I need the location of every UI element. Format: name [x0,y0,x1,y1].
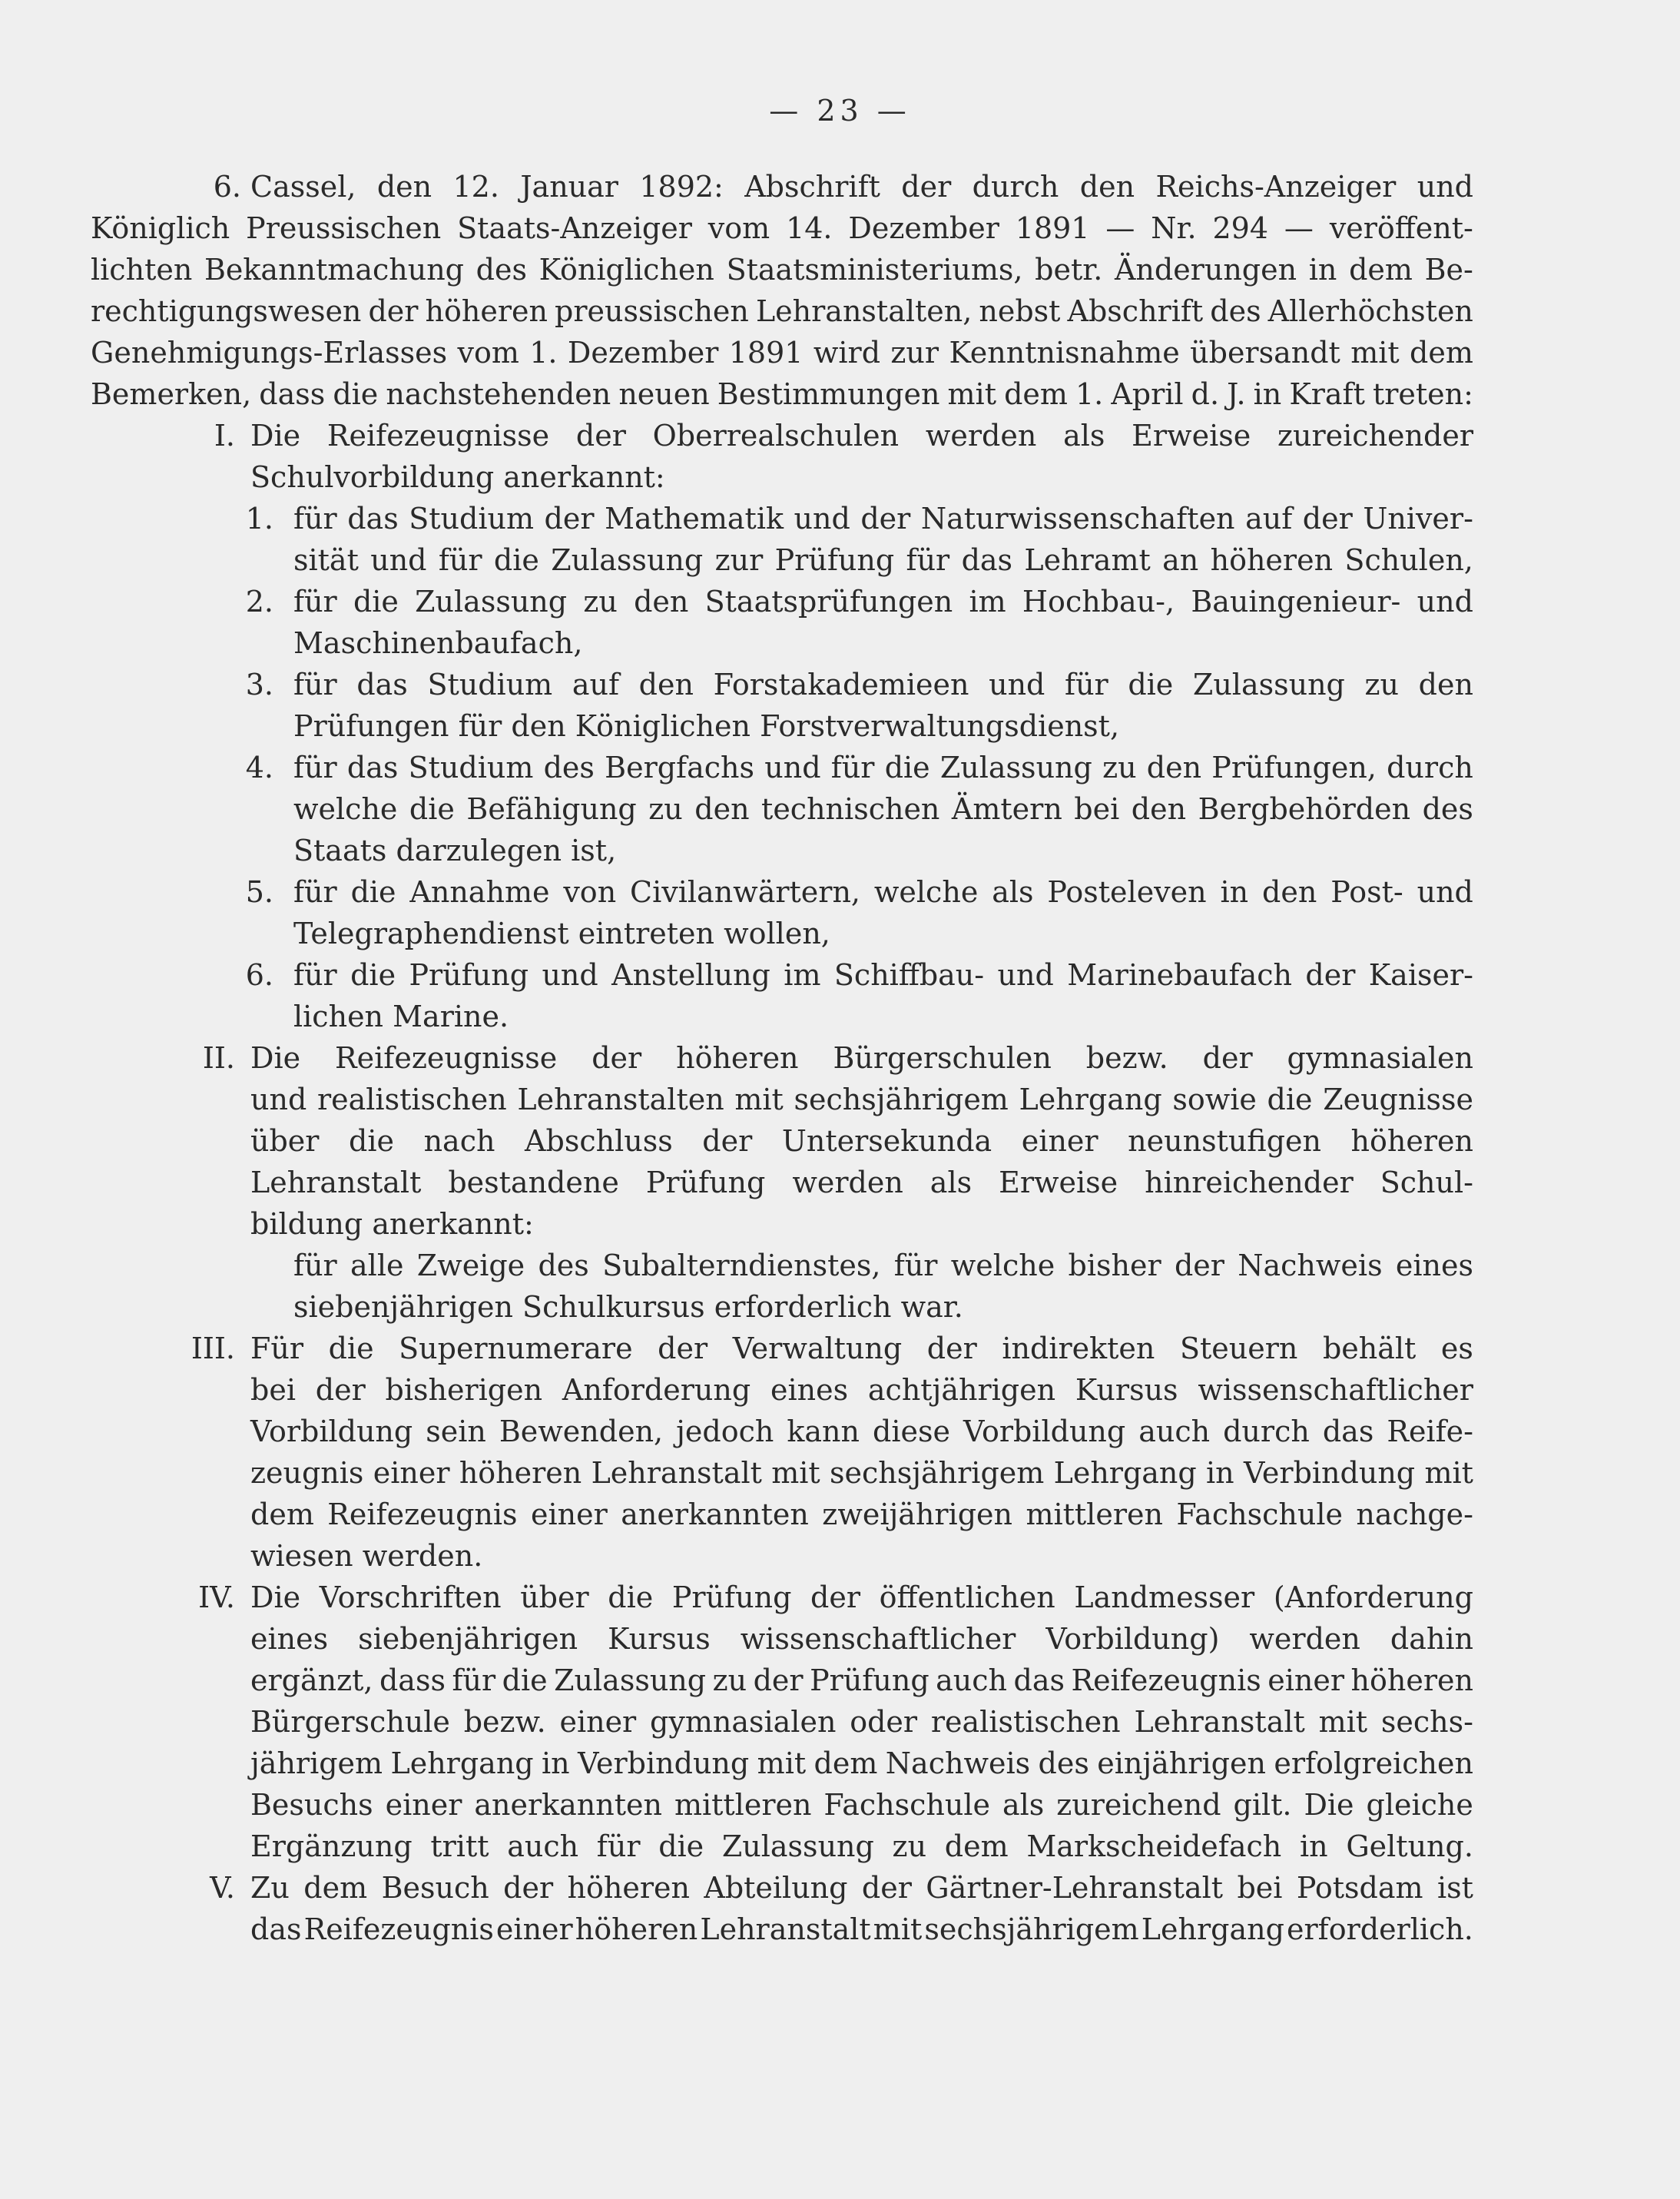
section-III-line: Vorbildung sein Bewenden, jedoch kann diese Vorbildung auch durch das Reife- [250,1415,1473,1448]
section-III-line: bei der bisherigen Anforderung eines achtjährigen Kursus wissenschaftlicher [250,1373,1473,1407]
paragraph-6-line: Genehmigungs-Erlasses vom 1. Dezember 1891 wird zur Kenntnisnahme übersandt mit dem [91,336,1473,370]
section-II-line: Lehranstalt bestandene Prüfung werden als Erweise hinreichender Schul- [250,1166,1473,1199]
section-III-line: zeugnis einer höheren Lehranstalt mit sechsjährigem Lehrgang in Verbindung mit [250,1456,1473,1490]
section-IV-line: Besuchs einer anerkannten mittleren Fachschule als zureichend gilt. Die gleiche [250,1788,1473,1822]
item-line: für die Annahme von Civilanwärtern, welche als Posteleven in den Post- und [293,875,1473,909]
section-II-sub-line: siebenjährigen Schulkursus erforderlich war. [293,1290,963,1324]
section-IV-line: ergänzt, dass für die Zulassung zu der Prüfung auch das Reifezeugnis einer höheren [250,1663,1473,1697]
item-line: für das Studium des Bergfachs und für die Zulassung zu den Prüfungen, durch [293,751,1473,784]
section-II-sub-line: für alle Zweige des Subalterndienstes, für welche bisher der Nachweis eines [293,1249,1473,1282]
paragraph-6-label: 6. [213,170,241,204]
item-line: für das Studium auf den Forstakademieen und für die Zulassung zu den [293,668,1473,701]
item-number: 6. [245,958,273,992]
item-number: 4. [245,751,273,784]
section-IV-line: jährigem Lehrgang in Verbindung mit dem Nachweis des einjährigen erfolgreichen [250,1746,1473,1780]
paragraph-6-line: lichten Bekanntmachung des Königlichen Staatsministeriums, betr. Änderungen in dem Be- [91,253,1473,287]
item-number: 5. [245,875,273,909]
section-IV-line: Die Vorschriften über die Prüfung der öffentlichen Landmesser (Anforderung [250,1580,1473,1614]
section-III-line: Für die Supernumerare der Verwaltung der indirekten Steuern behält es [250,1332,1473,1365]
item-line: für die Zulassung zu den Staatsprüfungen im Hochbau-, Bauingenieur- und [293,585,1473,619]
section-III-line: dem Reifezeugnis einer anerkannten zweijährigen mittleren Fachschule nachge- [250,1498,1473,1531]
paragraph-6-line: Cassel, den 12. Januar 1892: Abschrift der durch den Reichs-Anzeiger und [250,170,1473,204]
item-number: 3. [245,668,273,701]
item-line: Telegraphendienst eintreten wollen, [293,917,830,950]
section-II-line: und realistischen Lehranstalten mit sechsjährigem Lehrgang sowie die Zeugnisse [250,1083,1473,1116]
section-II-line: bildung anerkannt: [250,1207,534,1241]
section-I-label: I. [214,419,235,453]
section-II-label: II. [202,1041,235,1075]
section-II-line: über die nach Abschluss der Untersekunda einer neunstufigen höheren [250,1124,1473,1158]
paragraph-6-line: Königlich Preussischen Staats-Anzeiger vom 14. Dezember 1891 — Nr. 294 — veröffent- [91,211,1473,245]
section-IV-line: Ergänzung tritt auch für die Zulassung zu dem Markscheidefach in Geltung. [250,1829,1473,1863]
item-line: für das Studium der Mathematik und der Naturwissenschaften auf der Univer- [293,502,1473,536]
item-line: Prüfungen für den Königlichen Forstverwaltungsdienst, [293,709,1120,743]
page-number: — 23 — [769,94,911,128]
item-line: sität und für die Zulassung zur Prüfung für das Lehramt an höheren Schulen, [293,543,1473,577]
section-IV-line: Bürgerschule bezw. einer gymnasialen oder realistischen Lehranstalt mit sechs- [250,1705,1473,1739]
item-line: lichen Marine. [293,1000,509,1033]
section-V-label: V. [210,1871,235,1905]
section-V-line: Zu dem Besuch der höheren Abteilung der Gärtner-Lehranstalt bei Potsdam ist [250,1871,1473,1905]
section-IV-label: IV. [198,1580,235,1614]
section-III-label: III. [191,1332,235,1365]
paragraph-6-line: Bemerken, dass die nachstehenden neuen Bestimmungen mit dem 1. April d. J. in Kraft treten: [91,377,1473,411]
section-V-line: das Reifezeugnis einer höheren Lehranstalt mit sechsjährigem Lehrgang erforderlich. [250,1912,1473,1946]
section-III-line: wiesen werden. [250,1539,483,1573]
item-line: welche die Befähigung zu den technischen Ämtern bei den Bergbehörden des [293,792,1473,826]
item-line: Staats darzulegen ist, [293,834,617,867]
item-line: für die Prüfung und Anstellung im Schiffbau- und Marinebaufach der Kaiser- [293,958,1473,992]
section-I-line: Die Reifezeugnisse der Oberrealschulen werden als Erweise zureichender [250,419,1473,453]
section-I-line: Schulvorbildung anerkannt: [250,460,665,494]
paragraph-6-line: rechtigungswesen der höheren preussischen Lehranstalten, nebst Abschrift des Allerhöchsten [91,294,1473,328]
item-number: 2. [245,585,273,619]
item-line: Maschinenbaufach, [293,626,583,660]
section-II-line: Die Reifezeugnisse der höheren Bürgerschulen bezw. der gymnasialen [250,1041,1473,1075]
item-number: 1. [245,502,273,536]
section-IV-line: eines siebenjährigen Kursus wissenschaftlicher Vorbildung) werden dahin [250,1622,1473,1656]
